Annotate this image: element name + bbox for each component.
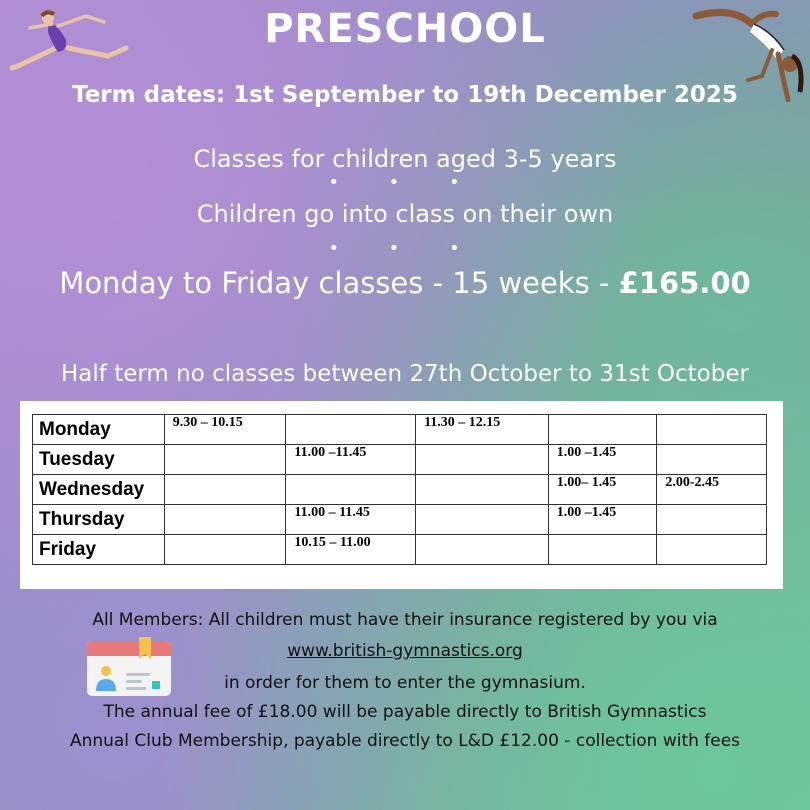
bullet-divider-2: • • • xyxy=(328,238,482,259)
time-cell xyxy=(548,535,657,565)
time-cell xyxy=(286,415,416,445)
time-cell: 1.00– 1.45 xyxy=(548,475,657,505)
club-membership-text: Annual Club Membership, payable directly to L&D £12.00 - collection with fees xyxy=(69,731,741,751)
table-row xyxy=(33,445,767,475)
time-cell xyxy=(657,445,767,475)
time-cell: 10.15 – 11.00 xyxy=(286,535,416,565)
day-cell: Monday xyxy=(33,415,165,445)
time-cell xyxy=(657,505,767,535)
day-cell: Tuesday xyxy=(33,445,165,475)
page-title: PRESCHOOL xyxy=(264,6,546,52)
table-row xyxy=(33,535,767,565)
time-cell: 11.00 –11.45 xyxy=(286,445,416,475)
time-cell xyxy=(164,475,286,505)
table-row xyxy=(33,415,767,445)
time-cell xyxy=(416,535,549,565)
id-card-icon xyxy=(86,637,172,697)
time-cell: 11.30 – 12.15 xyxy=(416,415,549,445)
time-cell xyxy=(657,415,767,445)
insurance-text: All Members: All children must have their insurance registered by you via xyxy=(92,610,718,630)
classes-text: Monday to Friday classes - 15 weeks - xyxy=(59,266,619,300)
gymnasium-text: in order for them to enter the gymnasium. xyxy=(224,673,586,693)
time-cell: 2.00-2.45 xyxy=(657,475,767,505)
time-cell: 1.00 –1.45 xyxy=(548,445,657,475)
schedule-table-panel xyxy=(20,401,783,589)
own-class-text: Children go into class on their own xyxy=(196,200,614,228)
time-cell xyxy=(657,535,767,565)
time-cell: 11.00 – 11.45 xyxy=(286,505,416,535)
classes-price-line xyxy=(0,266,810,300)
time-cell xyxy=(548,415,657,445)
time-cell: 1.00 –1.45 xyxy=(548,505,657,535)
term-dates: Term dates: 1st September to 19th December 2025 xyxy=(72,82,738,108)
table-row xyxy=(33,505,767,535)
time-cell xyxy=(416,505,549,535)
time-cell: 9.30 – 10.15 xyxy=(164,415,286,445)
day-cell: Wednesday xyxy=(33,475,165,505)
time-cell xyxy=(286,475,416,505)
british-gymnastics-link[interactable]: www.british-gymnastics.org xyxy=(287,641,523,661)
time-cell xyxy=(416,445,549,475)
ages-text: Classes for children aged 3-5 years xyxy=(193,145,617,173)
annual-fee-text: The annual fee of £18.00 will be payable directly to British Gymnastics xyxy=(103,702,707,722)
time-cell xyxy=(164,445,286,475)
half-term-text: Half term no classes between 27th October to 31st October xyxy=(61,361,749,387)
schedule-table xyxy=(32,414,767,565)
table-row xyxy=(33,475,767,505)
price-text: £165.00 xyxy=(618,266,751,300)
day-cell: Friday xyxy=(33,535,165,565)
bullet-divider-1: • • • xyxy=(328,172,482,193)
time-cell xyxy=(164,535,286,565)
day-cell: Thursday xyxy=(33,505,165,535)
time-cell xyxy=(164,505,286,535)
time-cell xyxy=(416,475,549,505)
